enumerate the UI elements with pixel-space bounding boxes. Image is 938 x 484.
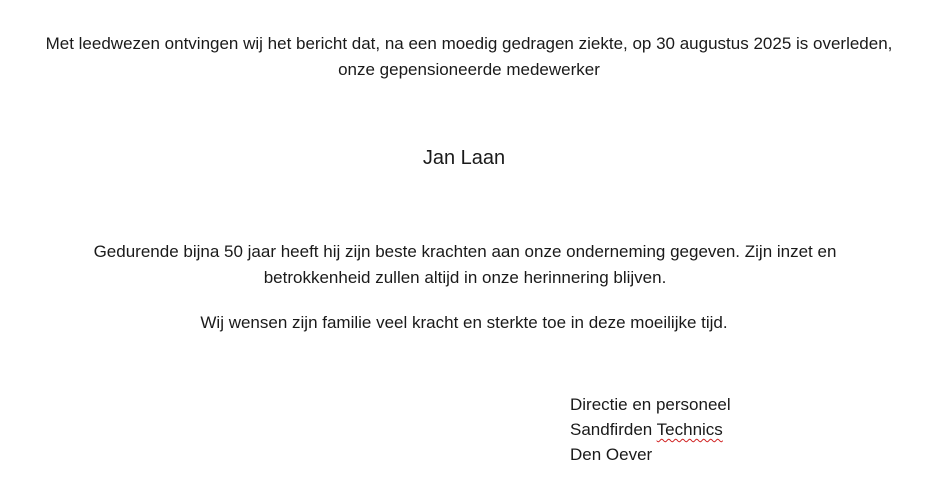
deceased-name: Jan Laan — [422, 147, 506, 169]
signature-line-3: Den Oever — [570, 445, 653, 464]
signature-line-2 — [570, 417, 731, 442]
condolence-paragraph: Wij wensen zijn familie veel kracht en sterkte toe in deze moeilijke tijd. — [200, 313, 728, 332]
intro-paragraph: Met leedwezen ontvingen wij het bericht dat, na een moedig gedragen ziekte, op 30 augustus 2025 is overleden, onze gepensioneerde medewerker — [45, 34, 893, 79]
body-paragraph: Gedurende bijna 50 jaar heeft hij zijn beste krachten aan onze onderneming gegeven. Zijn inzet en betrokkenheid zullen altijd in onze herinnering blijven. — [93, 242, 837, 287]
signature-block — [570, 392, 731, 467]
signature-line-1: Directie en personeel — [570, 395, 731, 414]
company-name-part-1: Sandfirden — [570, 420, 653, 439]
company-name-part-2-misspelled: Technics — [656, 420, 723, 439]
